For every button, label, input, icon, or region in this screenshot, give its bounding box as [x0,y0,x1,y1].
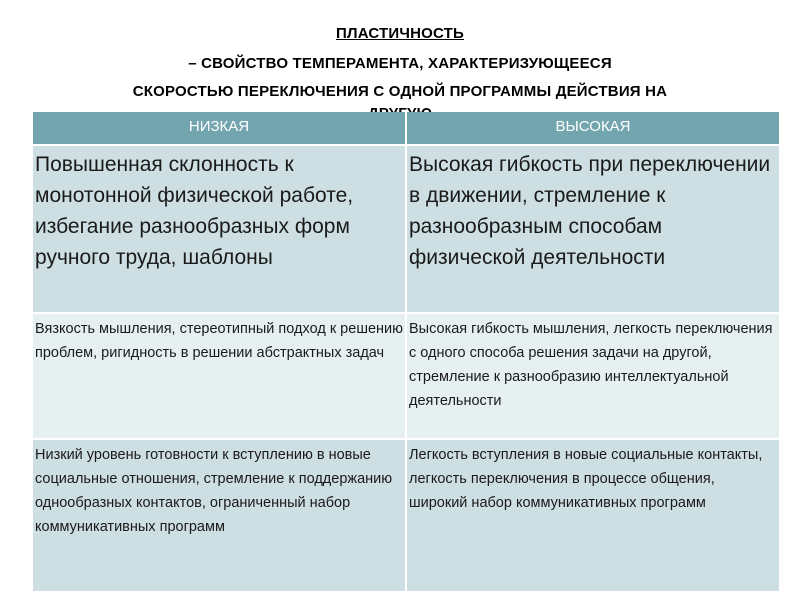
cell-high-physical: Высокая гибкость при переключении в движении, стремление к разнообразным способам физической деятельности [409,153,771,269]
header-high: ВЫСОКАЯ [555,118,631,135]
title-subtitle-line-2: СКОРОСТЬЮ ПЕРЕКЛЮЧЕНИЯ С ОДНОЙ ПРОГРАММЫ ДЕЙСТВИЯ НА [132,83,668,100]
header-low: НИЗКАЯ [188,118,250,135]
cell-high-intellectual: Высокая гибкость мышления, легкость переключения с одного способа решения задачи на другой, стремление к разнообразию интеллектуальной деятельности [409,321,773,409]
cell-low-social: Низкий уровень готовности к вступлению в новые социальные отношения, стремление к поддержанию однообразных контактов, ограниченный набор коммуникативных программ [35,447,393,535]
cell-low-physical: Повышенная склонность к монотонной физической работе, избегание разнообразных форм ручного труда, шаблоны [35,153,354,269]
column-divider [405,112,407,591]
cell-high-social: Легкость вступления в новые социальные контакты, легкость переключения в процессе общения, широкий набор коммуникативных программ [409,447,763,511]
cell-low-intellectual: Вязкость мышления, стереотипный подход к решению проблем, ригидность в решении абстрактных задач [35,321,403,361]
comparison-table [33,112,779,591]
title-subtitle-line-1: – СВОЙСТВО ТЕМПЕРАМЕНТА, ХАРАКТЕРИЗУЮЩЕЕСЯ [188,55,612,72]
page-title: ПЛАСТИЧНОСТЬ [335,25,464,42]
